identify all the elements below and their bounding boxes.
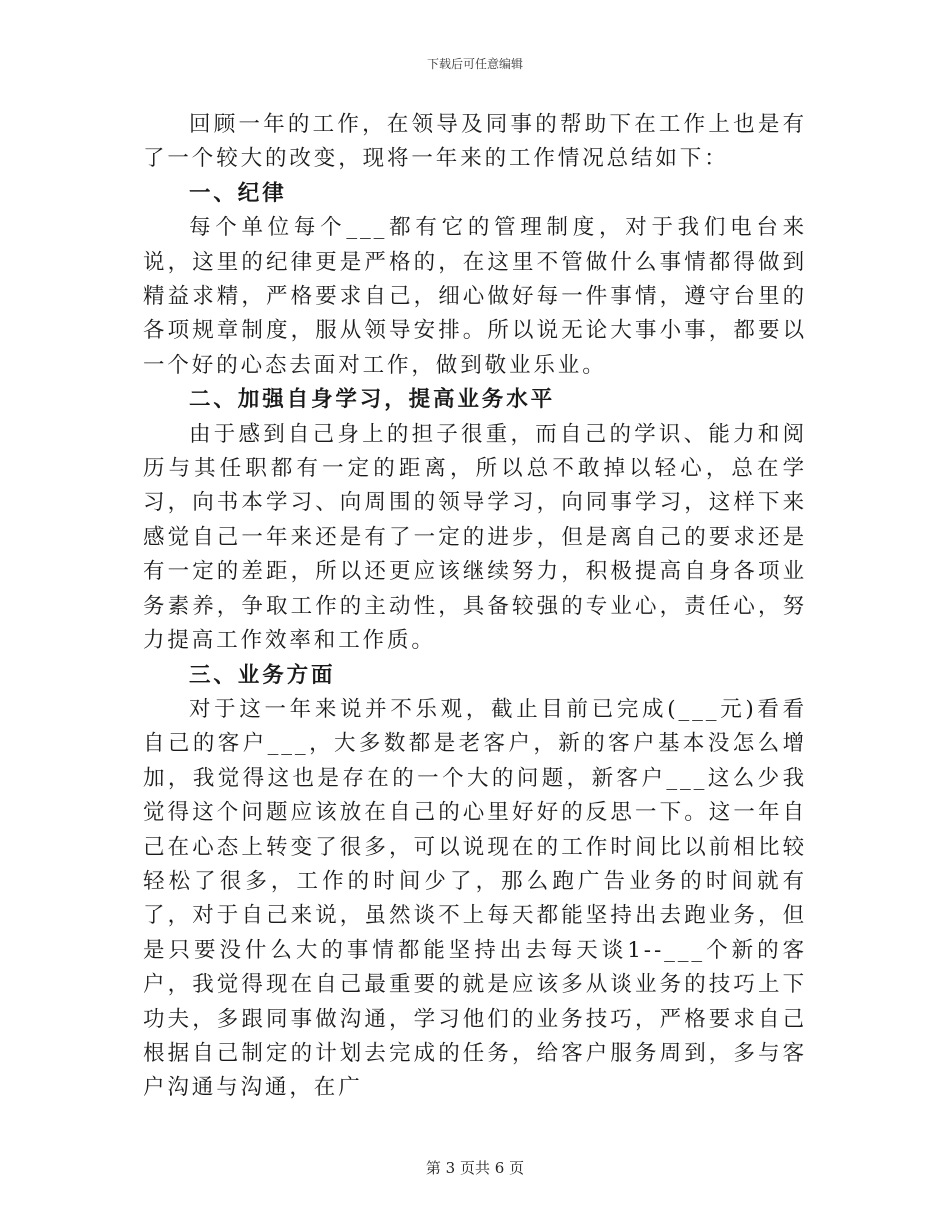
discipline-paragraph: 每个单位每个___都有它的管理制度，对于我们电台来说，这里的纪律更是严格的，在这里不管做什么事情都得做到精益求精，严格要求自己，细心做好每一件事情，遵守台里的各项规章制度，服从领导安排。所以说无论大事小事，都要以一个好的心态去面对工作，做到敬业乐业。 xyxy=(143,215,807,378)
page-footer: 第 3 页共 6 页 xyxy=(425,1159,525,1177)
page-header: 下载后可任意编辑 xyxy=(426,57,523,71)
learning-paragraph: 由于感到自己身上的担子很重，而自己的学识、能力和阅历与其任职都有一定的距离，所以总不敢掉以轻心，总在学习，向书本学习、向周围的领导学习，向同事学习，这样下来感觉自己一年来还是有了一定的进步，但是离自己的要求还是有一定的差距，所以还更应该继续努力，积极提高自身各项业务素养，争取工作的主动性，具备较强的专业心，责任心，努力提高工作效率和工作质。 xyxy=(143,421,807,654)
section-heading-business: 三、业务方面 xyxy=(189,662,336,688)
section-heading-learning: 二、加强自身学习，提高业务水平 xyxy=(189,387,556,413)
section-heading-discipline: 一、纪律 xyxy=(189,180,287,206)
document-body xyxy=(143,108,807,1106)
business-paragraph: 对于这一年来说并不乐观，截止目前已完成(___元)看看自己的客户___，大多数都是老客户，新的客户基本没怎么增加，我觉得这也是存在的一个大的问题，新客户___这么少我觉得这个问题应该放在自己的心里好好的反思一下。这一年自己在心态上转变了很多，可以说现在的工作时间比以前相比较轻松了很多，工作的时间少了，那么跑广告业务的时间就有了，对于自己来说，虽然谈不上每天都能坚持出去跑业务，但是只要没什么大的事情都能坚持出去每天谈1--___个新的客户，我觉得现在自己最重要的就是应该多从谈业务的技巧上下功夫，多跟同事做沟通，学习他们的业务技巧，严格要求自己根据自己制定的计划去完成的任务，给客户服务周到，多与客户沟通与沟通，在广 xyxy=(143,696,807,1101)
intro-paragraph: 回顾一年的工作，在领导及同事的帮助下在工作上也是有了一个较大的改变，现将一年来的工作情况总结如下： xyxy=(143,112,807,172)
